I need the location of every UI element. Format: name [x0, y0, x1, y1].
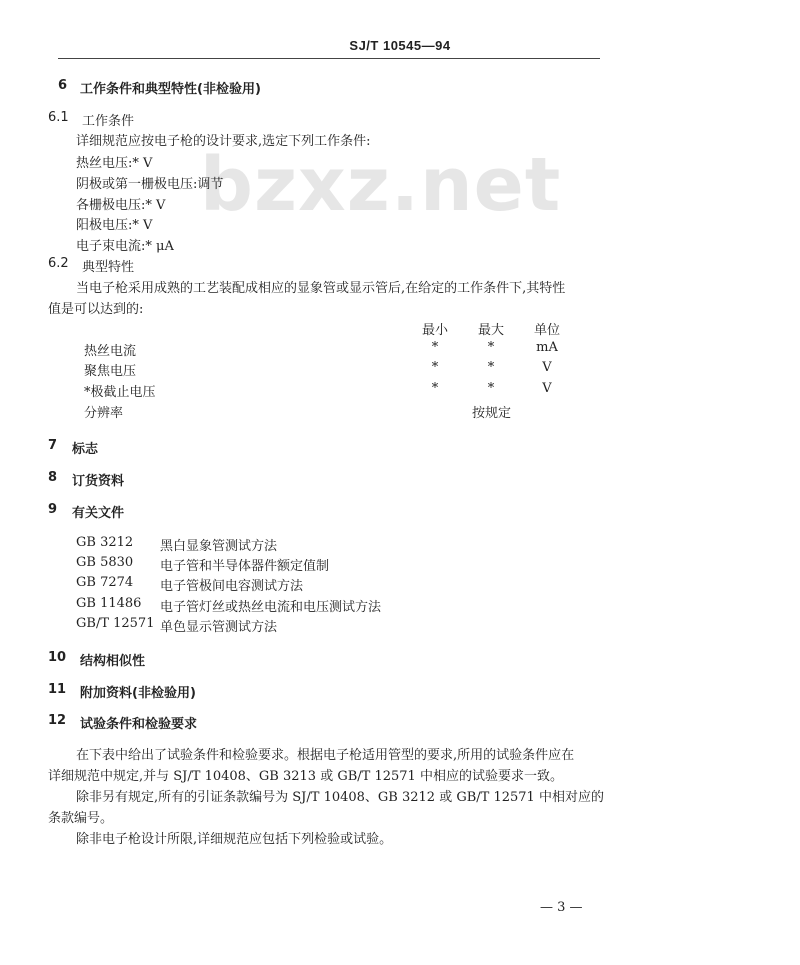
doc-code: GB 5830 — [76, 555, 134, 570]
condition-item: 阴极或第一栅极电压:调节 — [76, 177, 224, 192]
condition-item: 阳极电压:* V — [76, 218, 153, 233]
characteristic-unit: V — [542, 360, 552, 375]
header-rule — [58, 58, 600, 59]
section-12-paragraph-3: 除非电子枪设计所限,详细规范应包括下列检验或试验。 — [76, 832, 393, 847]
section-8-title: 订货资料 — [72, 474, 125, 489]
section-6-1-intro: 详细规范应按电子枪的设计要求,选定下列工作条件: — [76, 134, 371, 149]
section-6-2-paragraph-line-1: 当电子枪采用成熟的工艺装配成相应的显象管或显示管后,在给定的工作条件下,其特性 — [76, 281, 566, 296]
characteristic-max: * — [487, 360, 495, 375]
column-header-min: 最小 — [421, 323, 448, 338]
section-10-number: 10 — [48, 650, 67, 665]
condition-item: 各栅极电压:* V — [76, 198, 166, 213]
resolution-value: 按规定 — [472, 406, 512, 421]
section-6-title: 工作条件和典型特性(非检验用) — [80, 82, 261, 97]
characteristic-min: * — [431, 381, 439, 396]
doc-description: 电子管灯丝或热丝电流和电压测试方法 — [160, 600, 382, 615]
section-6-1-number: 6.1 — [48, 110, 69, 125]
section-7-number: 7 — [48, 438, 58, 453]
section-6-number: 6 — [58, 78, 68, 93]
characteristic-min: * — [431, 360, 439, 375]
section-11-number: 11 — [48, 682, 67, 697]
section-6-2-number: 6.2 — [48, 256, 69, 271]
condition-item: 电子束电流:* μA — [76, 239, 174, 254]
characteristic-max: * — [487, 381, 495, 396]
watermark: bzxz.net — [200, 142, 562, 228]
characteristic-unit: V — [542, 381, 552, 396]
doc-code: GB 7274 — [76, 575, 134, 590]
doc-code: GB/T 12571 — [76, 616, 155, 631]
section-12-number: 12 — [48, 713, 67, 728]
column-header-unit: 单位 — [533, 323, 560, 338]
section-12-paragraph-2-line-2: 条款编号。 — [48, 811, 114, 826]
condition-item: 热丝电压:* V — [76, 156, 153, 171]
section-7-title: 标志 — [72, 442, 99, 457]
section-12-title: 试验条件和检验要求 — [80, 717, 198, 732]
section-12-paragraph-2-line-1: 除非另有规定,所有的引证条款编号为 SJ/T 10408、GB 3212 或 GB/T 12571 中相对应的 — [76, 790, 604, 805]
page-number: — 3 — — [540, 900, 583, 915]
doc-description: 黑白显象管测试方法 — [160, 539, 278, 554]
characteristic-min: * — [431, 340, 439, 355]
section-6-2-title: 典型特性 — [82, 260, 135, 275]
doc-description: 电子管极间电容测试方法 — [160, 579, 304, 594]
doc-description: 电子管和半导体器件额定值制 — [160, 559, 330, 574]
characteristic-name: *极截止电压 — [84, 385, 156, 400]
section-6-2-paragraph-line-2: 值是可以达到的: — [48, 302, 144, 317]
section-11-title: 附加资料(非检验用) — [80, 686, 196, 701]
document-code: SJ/T 10545—94 — [349, 38, 451, 53]
section-12-paragraph-1-line-1: 在下表中给出了试验条件和检验要求。根据电子枪适用管型的要求,所用的试验条件应在 — [76, 748, 575, 763]
characteristic-name: 聚焦电压 — [84, 364, 137, 379]
section-9-title: 有关文件 — [72, 506, 125, 521]
doc-code: GB 11486 — [76, 596, 142, 611]
characteristic-max: * — [487, 340, 495, 355]
characteristic-name: 热丝电流 — [84, 344, 137, 359]
characteristic-unit: mA — [536, 340, 558, 355]
section-8-number: 8 — [48, 470, 58, 485]
doc-description: 单色显示管测试方法 — [160, 620, 278, 635]
column-header-max: 最大 — [477, 323, 504, 338]
section-6-1-title: 工作条件 — [82, 114, 135, 129]
section-9-number: 9 — [48, 502, 58, 517]
section-12-paragraph-1-line-2: 详细规范中规定,并与 SJ/T 10408、GB 3213 或 GB/T 12571 中相应的试验要求一致。 — [48, 769, 563, 784]
resolution-name: 分辨率 — [84, 406, 124, 421]
section-10-title: 结构相似性 — [80, 654, 146, 669]
doc-code: GB 3212 — [76, 535, 134, 550]
